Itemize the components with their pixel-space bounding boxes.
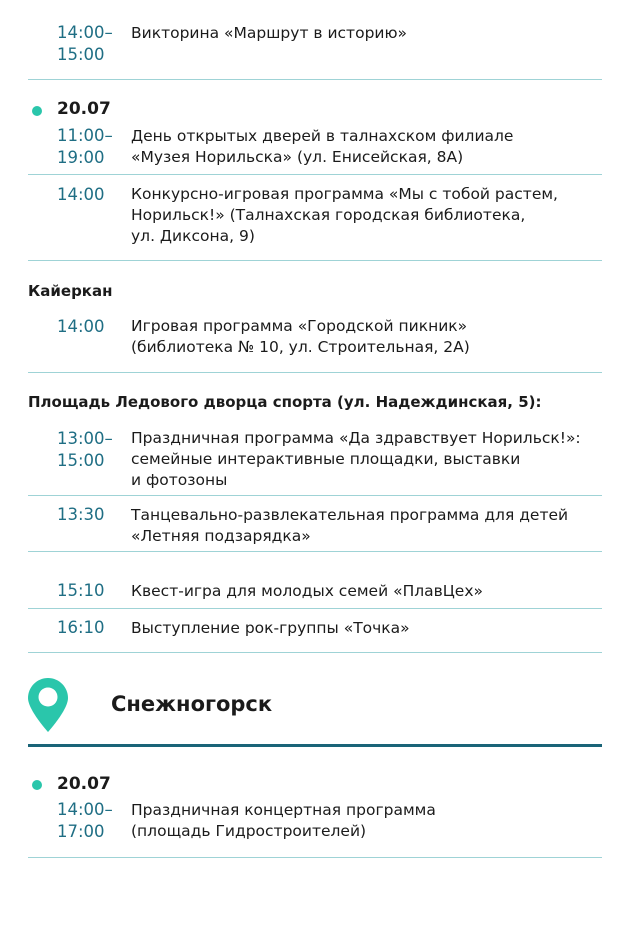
event-date: 20.07 xyxy=(57,99,111,119)
divider xyxy=(28,495,602,496)
event-time: 14:00– 15:00 xyxy=(57,23,113,64)
event-description: Праздничная программа «Да здравствует Норильск!»: семейные интерактивные площадки, выставки и фотозоны xyxy=(131,429,581,489)
city-rule xyxy=(28,744,602,747)
event-time: 11:00– 19:00 xyxy=(57,126,113,167)
location-title: Площадь Ледового дворца спорта (ул. Надеждинская, 5): xyxy=(28,393,542,411)
event-date: 20.07 xyxy=(57,774,111,794)
event-description: Конкурсно-игровая программа «Мы с тобой растем, Норильск!» (Талнахская городская библиотека, ул. Диксона, 9) xyxy=(131,185,558,245)
event-time: 14:00 xyxy=(57,317,105,336)
event-time: 13:00– 15:00 xyxy=(57,429,113,470)
divider xyxy=(28,372,602,373)
divider xyxy=(28,260,602,261)
city-title: Снежногорск xyxy=(111,692,273,716)
event-description: Выступление рок-группы «Точка» xyxy=(131,619,410,637)
event-time: 13:30 xyxy=(57,505,105,524)
divider xyxy=(28,551,602,552)
divider xyxy=(28,79,602,80)
event-time: 14:00 xyxy=(57,185,105,204)
event-description: Викторина «Маршрут в историю» xyxy=(131,24,408,42)
event-description: Игровая программа «Городской пикник» (библиотека № 10, ул. Строительная, 2А) xyxy=(131,317,470,356)
event-time: 15:10 xyxy=(57,581,105,600)
event-description: Танцевально-развлекательная программа для детей «Летняя подзарядка» xyxy=(131,506,569,545)
event-time: 16:10 xyxy=(57,618,105,637)
event-description: Квест-игра для молодых семей «ПлавЦех» xyxy=(131,582,483,600)
divider xyxy=(28,652,602,653)
map-pin-icon xyxy=(28,678,68,732)
event-time: 14:00– 17:00 xyxy=(57,800,113,841)
divider xyxy=(28,608,602,609)
event-description: День открытых дверей в талнахском филиале «Музея Норильска» (ул. Енисейская, 8А) xyxy=(131,127,514,166)
event-description: Праздничная концертная программа (площадь Гидростроителей) xyxy=(131,801,436,840)
bullet-icon xyxy=(32,106,42,116)
divider xyxy=(28,857,602,858)
divider xyxy=(28,174,602,175)
bullet-icon xyxy=(32,780,42,790)
location-title: Кайеркан xyxy=(28,282,113,300)
